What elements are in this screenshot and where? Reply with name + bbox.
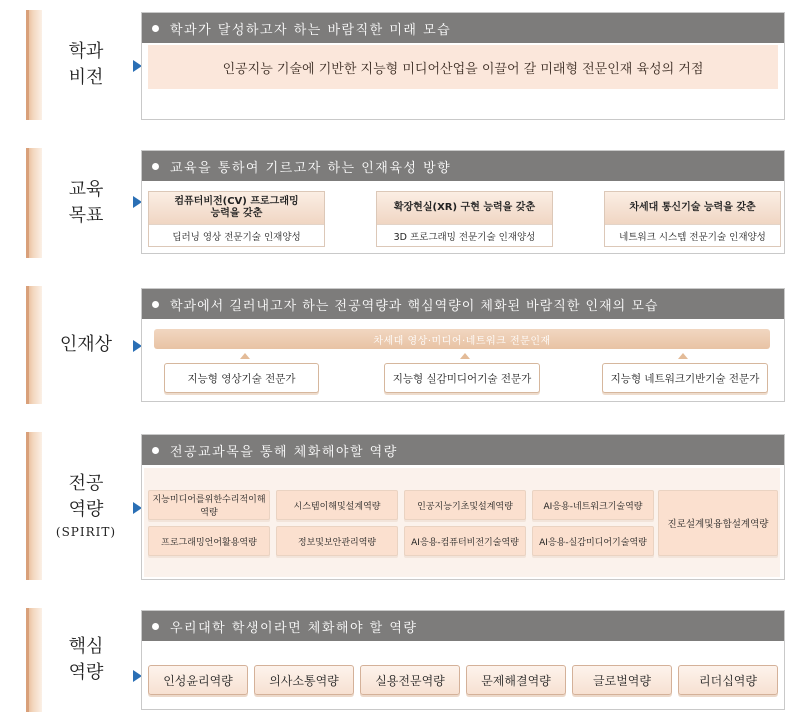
vision-panel [141, 12, 785, 120]
major-grid [144, 468, 780, 577]
talent-card-media: 지능형 실감미디어기술 전문가 [384, 363, 540, 393]
objective-card-detail: 네트워크 시스템 전문기술 인재양성 [605, 224, 780, 246]
major-header: 전공교과목을 통해 체화해야할 역량 [142, 435, 784, 465]
core-card: 글로벌역량 [572, 665, 672, 695]
major-cell-tall: 진로설계및융합설계역량 [658, 490, 778, 556]
vision-row [0, 10, 803, 120]
vision-label: 학과 비전 [68, 41, 104, 88]
talent-summary-bar: 차세대 영상·미디어·네트워크 전문인재 [154, 329, 770, 349]
objective-card-title: 컴퓨터비전(CV) 프로그래밍 능력을 갖춘 [149, 192, 324, 224]
objective-card-detail: 딥러닝 영상 전문기술 인재양성 [149, 224, 324, 246]
major-cell: 지능미디어를위한수리적이해역량 [148, 490, 270, 520]
major-row [0, 432, 803, 580]
talent-card-video: 지능형 영상기술 전문가 [164, 363, 319, 393]
talent-header: 학과에서 길러내고자 하는 전공역량과 핵심역량이 체화된 바람직한 인재의 모습 [142, 289, 784, 319]
core-row [0, 608, 803, 712]
core-card: 인성윤리역량 [148, 665, 248, 695]
talent-label: 인재상 [59, 334, 113, 355]
core-card: 의사소통역량 [254, 665, 354, 695]
objective-label: 교육 목표 [68, 179, 104, 226]
vision-header: 학과가 달성하고자 하는 바람직한 미래 모습 [142, 13, 784, 43]
objective-card-title: 확장현실(XR) 구현 능력을 갖춘 [377, 192, 552, 224]
bullet-icon [152, 163, 159, 170]
objective-card-network [604, 191, 781, 247]
core-accent-bar [26, 608, 42, 712]
up-arrow-icon [240, 353, 250, 359]
objective-panel [141, 150, 785, 254]
objective-card-xr [376, 191, 553, 247]
objective-header: 교육을 통하여 기르고자 하는 인재육성 방향 [142, 151, 784, 181]
major-cell: 프로그래밍언어활용역량 [148, 526, 270, 556]
major-panel [141, 434, 785, 580]
major-accent-bar [26, 432, 42, 580]
objective-accent-bar [26, 148, 42, 258]
objective-row [0, 148, 803, 258]
up-arrow-icon [678, 353, 688, 359]
objective-card-detail: 3D 프로그래밍 전문기술 인재양성 [377, 224, 552, 246]
major-cell: 인공지능기초및설계역량 [404, 490, 526, 520]
objective-card-title: 차세대 통신기술 능력을 갖춘 [605, 192, 780, 224]
major-cell: 시스템이해및설계역량 [276, 490, 398, 520]
talent-accent-bar [26, 286, 42, 404]
talent-row [0, 286, 803, 404]
vision-accent-bar [26, 10, 42, 120]
talent-card-network: 지능형 네트워크기반기술 전문가 [602, 363, 768, 393]
up-arrow-icon [460, 353, 470, 359]
talent-panel [141, 288, 785, 402]
core-card: 리더십역량 [678, 665, 778, 695]
major-cell: AI응용-실감미디어기술역량 [532, 526, 654, 556]
major-cell: AI응용-컴퓨터비전기술역량 [404, 526, 526, 556]
bullet-icon [152, 25, 159, 32]
major-label: 전공 역량 (SPIRIT) [55, 473, 117, 539]
vision-statement: 인공지능 기술에 기반한 지능형 미디어산업을 이끌어 갈 미래형 전문인재 육성의 거점 [148, 45, 778, 89]
objective-card-cv [148, 191, 325, 247]
major-cell: 정보및보안관리역량 [276, 526, 398, 556]
bullet-icon [152, 623, 159, 630]
bullet-icon [152, 301, 159, 308]
core-header: 우리대학 학생이라면 체화해야 할 역량 [142, 611, 784, 641]
core-panel [141, 610, 785, 710]
major-cell: AI응용-네트워크기술역량 [532, 490, 654, 520]
core-card: 실용전문역량 [360, 665, 460, 695]
bullet-icon [152, 447, 159, 454]
core-card: 문제해결역량 [466, 665, 566, 695]
core-label: 핵심 역량 [68, 636, 104, 683]
